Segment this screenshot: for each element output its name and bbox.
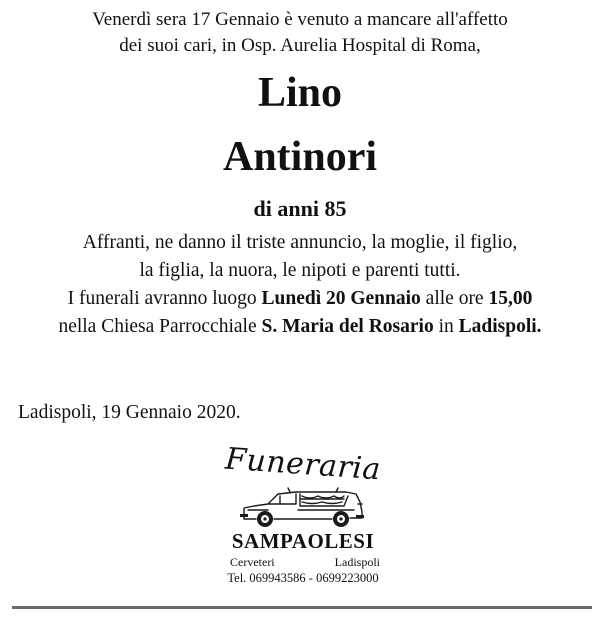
logo-phone: Tel. 069943586 - 0699223000 xyxy=(227,571,379,585)
funeral-date-prefix: I funerali avranno luogo xyxy=(67,288,262,309)
intro-line-1: Venerdì sera 17 Gennaio è venuto a mancare all'affetto xyxy=(92,9,508,30)
hearse-icon xyxy=(238,482,368,528)
church-name: S. Maria del Rosario xyxy=(261,316,434,337)
intro-text xyxy=(0,7,600,59)
deceased-last-name: Antinori xyxy=(222,134,377,180)
bottom-divider xyxy=(12,606,592,609)
deceased-age: di anni 85 xyxy=(253,196,347,221)
funeral-time-prefix: alle ore xyxy=(420,288,489,309)
notice-date-place: Ladispoli, 19 Gennaio 2020. xyxy=(18,402,241,423)
funeral-place-line xyxy=(0,313,600,341)
logo-towns xyxy=(230,555,380,569)
announcement-body xyxy=(0,229,600,341)
funeral-town: Ladispoli. xyxy=(458,316,542,337)
announcement-line-1: Affranti, ne danno il triste annuncio, la moglie, il figlio, xyxy=(82,232,518,253)
funeral-home-logo xyxy=(208,441,398,592)
deceased-first-name: Lino xyxy=(257,70,343,116)
funeral-time: 15,00 xyxy=(488,288,533,309)
logo-title: Funeraria xyxy=(224,441,382,488)
logo-town-1: Cerveteri xyxy=(230,555,275,569)
logo-town-2: Ladispoli xyxy=(334,555,380,569)
funeral-place-prefix: nella Chiesa Parrocchiale xyxy=(58,316,262,337)
intro-line-2: dei suoi cari, in Osp. Aurelia Hospital di Roma, xyxy=(119,35,481,56)
announcement-line-2: la figlia, la nuora, le nipoti e parenti tutti. xyxy=(139,260,461,281)
funeral-date-line xyxy=(0,285,600,313)
funeral-day: Lunedì 20 Gennaio xyxy=(261,288,421,309)
funeral-town-prefix: in xyxy=(433,316,459,337)
logo-brand: SAMPAOLESI xyxy=(231,529,375,553)
